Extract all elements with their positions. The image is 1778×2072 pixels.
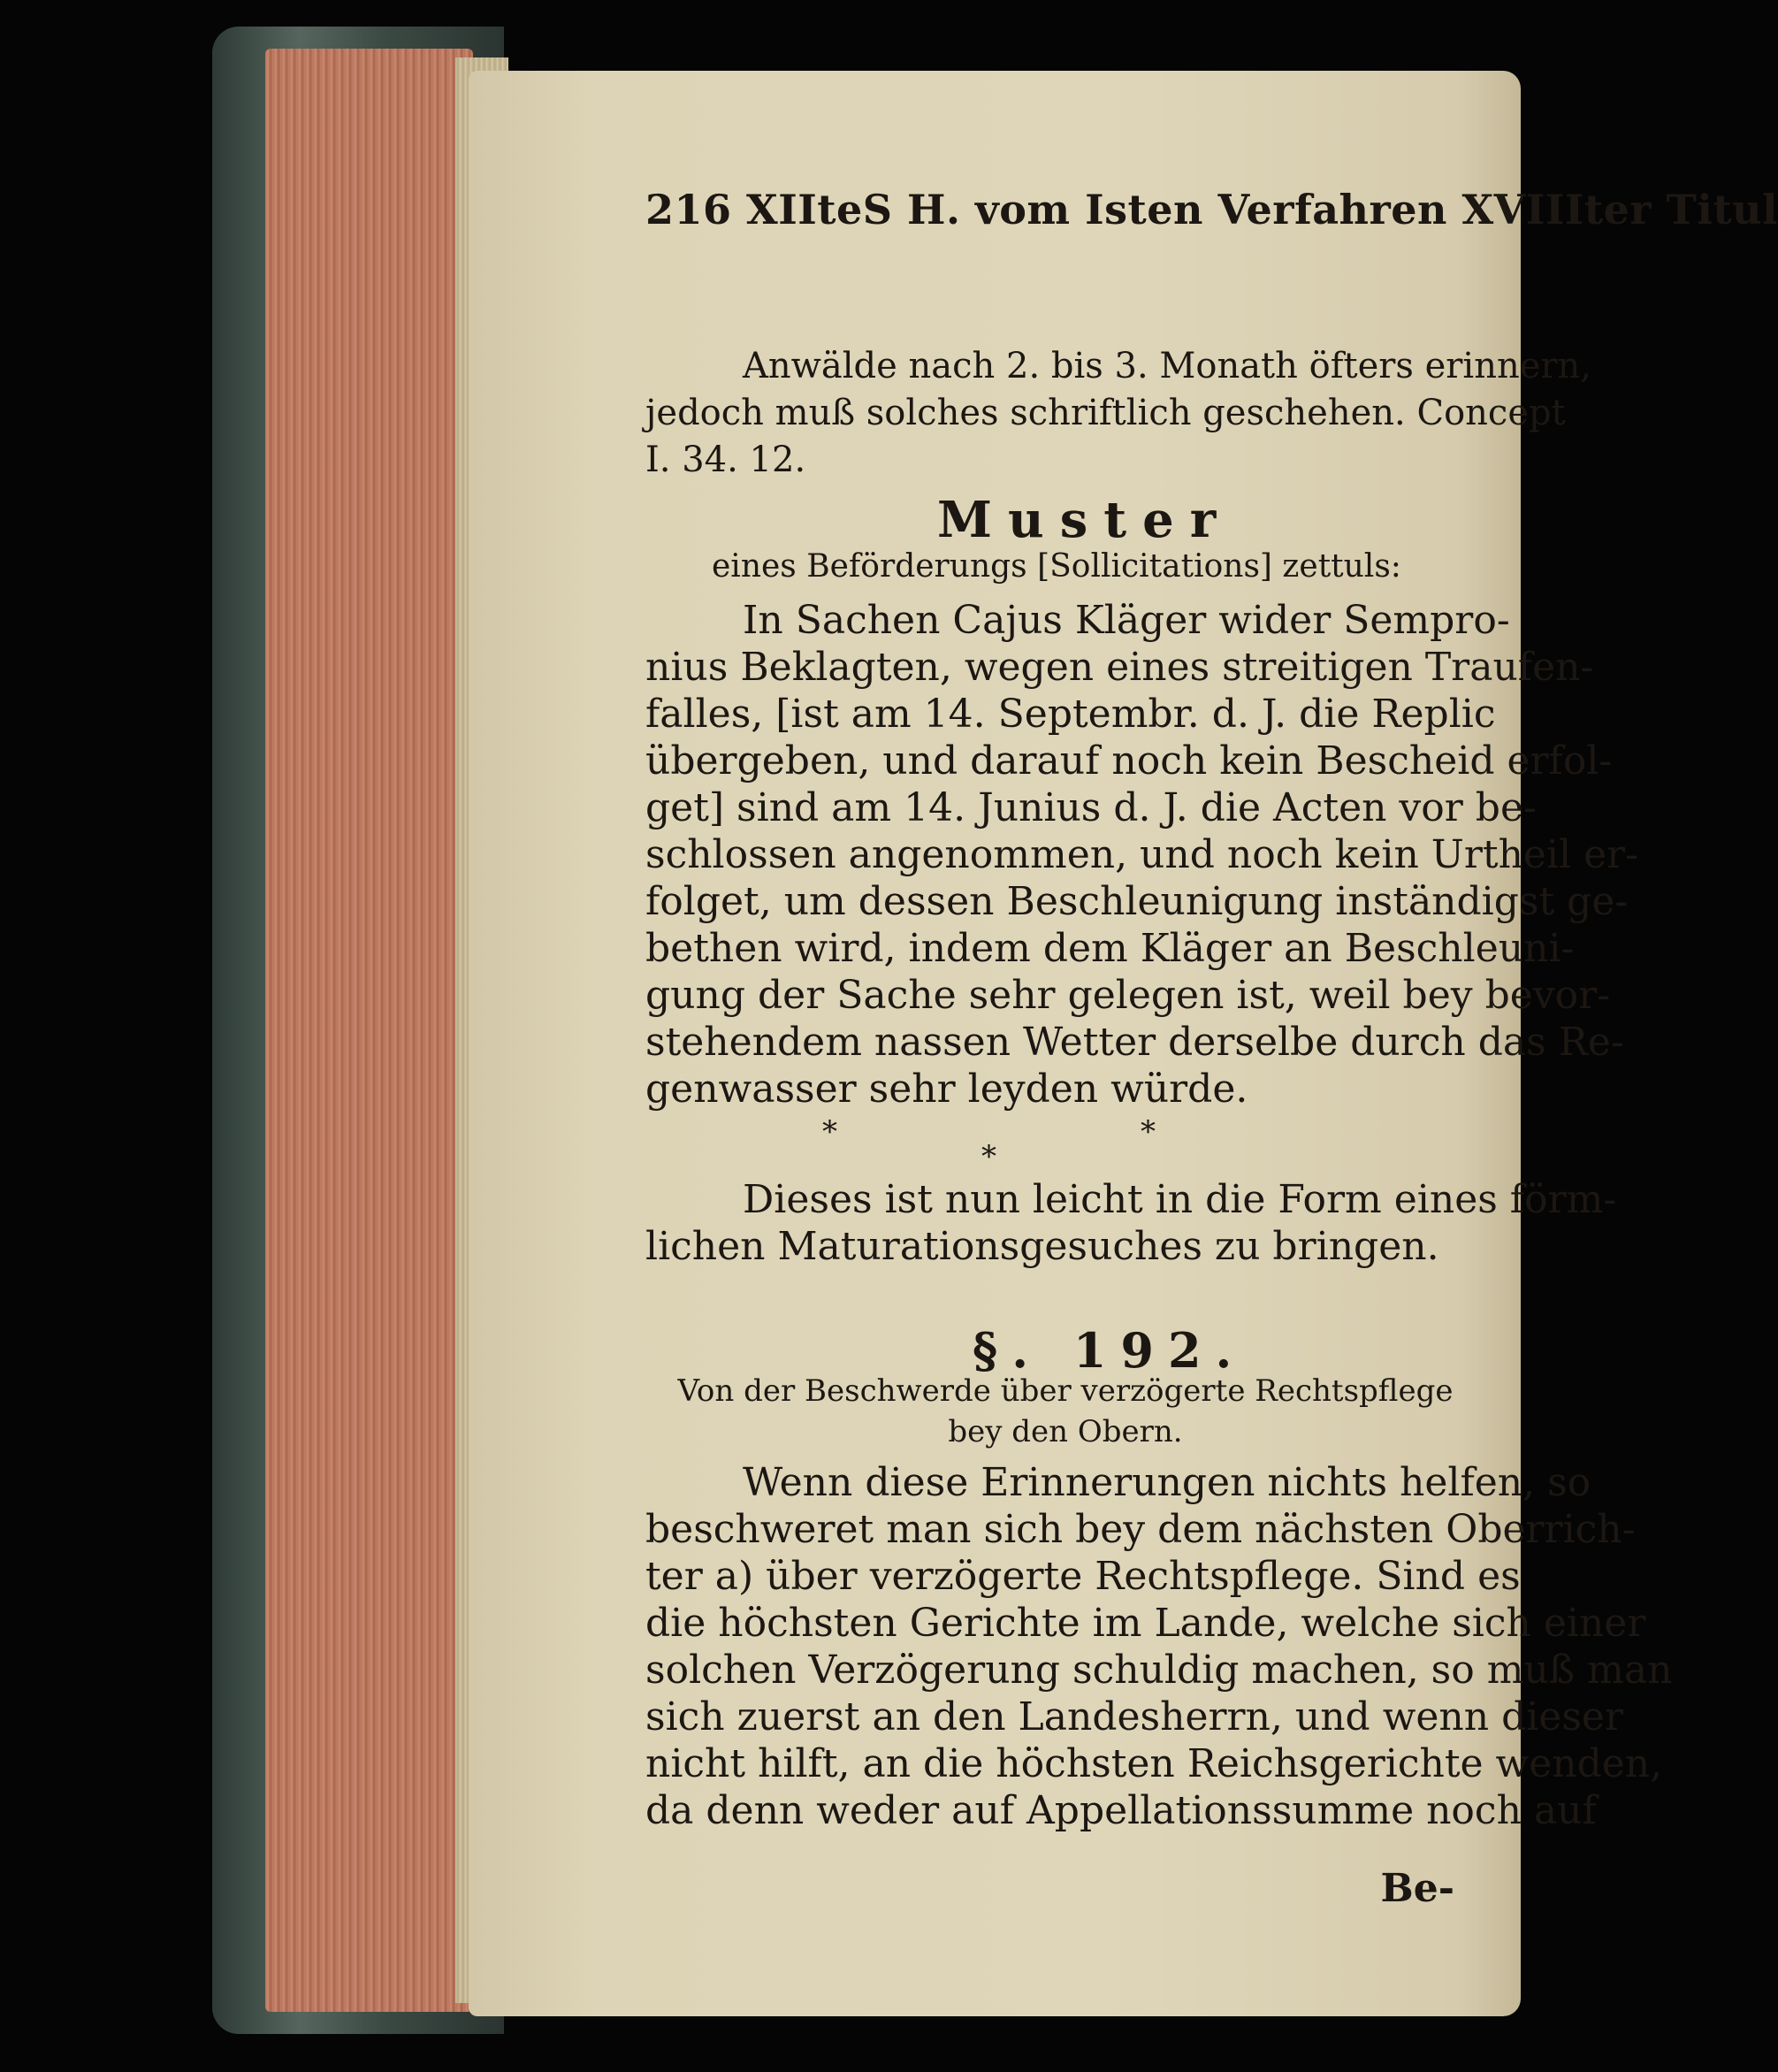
text-line: lichen Maturationsgesuches zu bringen. <box>645 1224 1439 1269</box>
text-line: die höchsten Gerichte im Lande, welche sich einer <box>645 1601 1646 1646</box>
text-line: I. 34. 12. <box>645 440 806 480</box>
muster-subheading: eines Beförderungs [Sollicitations] zettuls: <box>712 548 1401 585</box>
text-line: solchen Verzögerung schuldig machen, so muß man <box>645 1648 1673 1693</box>
text-line: falles, [ist am 14. Septembr. d. J. die Replic <box>645 692 1496 737</box>
text-line: nicht hilft, an die höchsten Reichsgerichte wenden, <box>645 1741 1663 1786</box>
page-edges <box>265 49 473 2012</box>
text-line: stehendem nassen Wetter derselbe durch das Re- <box>645 1020 1624 1065</box>
closing-paragraph <box>645 1176 1617 1270</box>
section-number: §. 192. <box>973 1322 1247 1379</box>
text-line: da denn weder auf Appellationssumme noch auf <box>645 1788 1597 1833</box>
text-line: beschweret man sich bey dem nächsten Oberrich- <box>645 1507 1636 1552</box>
text-line: bethen wird, indem dem Kläger an Beschleuni- <box>645 926 1575 971</box>
text-line: get] sind am 14. Junius d. J. die Acten vor be- <box>645 785 1537 830</box>
text-line: ter a) über verzögerte Rechtspflege. Sind es <box>645 1554 1521 1599</box>
text-line: genwasser sehr leyden würde. <box>645 1067 1248 1112</box>
section-body-paragraph <box>645 1459 1673 1834</box>
catchword: Be- <box>1380 1866 1454 1911</box>
asterisk: * <box>1141 1114 1156 1150</box>
text-line: folget, um dessen Beschleunigung inständigst ge- <box>645 879 1629 924</box>
text-line: Anwälde nach 2. bis 3. Monath öfters erinnern, <box>743 346 1591 386</box>
text-line: jedoch muß solches schriftlich geschehen. Concept <box>645 393 1566 433</box>
asterisk: * <box>822 1114 837 1150</box>
text-line: In Sachen Cajus Kläger wider Sempro- <box>743 598 1510 643</box>
section-title-line: Von der Beschwerde über verzögerte Rechtspflege <box>677 1373 1454 1409</box>
text-line: schlossen angenommen, und noch kein Urtheil er- <box>645 832 1639 877</box>
text-line: Wenn diese Erinnerungen nichts helfen, so <box>743 1460 1591 1505</box>
sample-paragraph <box>645 597 1639 1112</box>
asterisk: * <box>981 1139 996 1174</box>
section-title <box>645 1371 1485 1452</box>
continuation-paragraph <box>645 343 1591 484</box>
text-line: nius Beklagten, wegen eines streitigen Traufen- <box>645 645 1594 690</box>
muster-heading: Muster <box>937 491 1232 549</box>
book-page <box>469 71 1778 2016</box>
section-title-line: bey den Obern. <box>948 1414 1183 1449</box>
text-line: sich zuerst an den Landesherrn, und wenn dieser <box>645 1694 1623 1739</box>
running-head: 216 XIIteS H. vom Isten Verfahren XVIIIter Titul <box>645 186 1778 233</box>
text-line: Dieses ist nun leicht in die Form eines förm- <box>743 1177 1617 1222</box>
asterism-divider <box>822 1114 1317 1176</box>
text-line: gung der Sache sehr gelegen ist, weil bey bevor- <box>645 973 1611 1018</box>
text-line: übergeben, und darauf noch kein Bescheid erfol- <box>645 738 1613 784</box>
